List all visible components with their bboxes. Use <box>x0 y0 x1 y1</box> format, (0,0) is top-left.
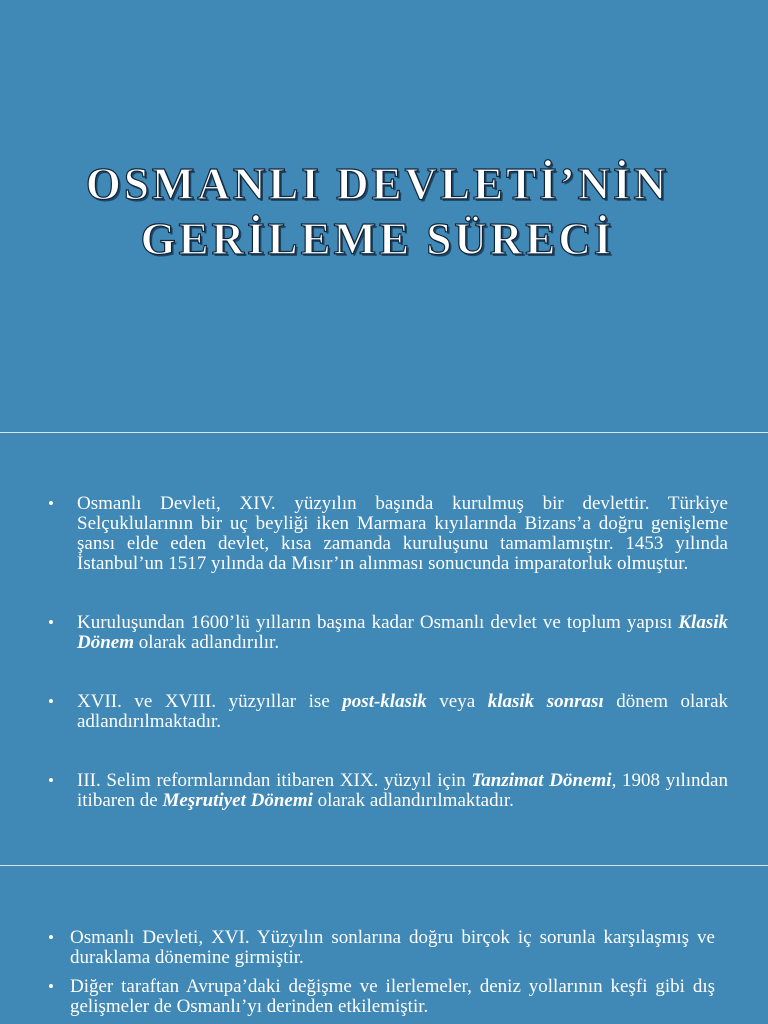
bullet-text-part: dönem olarak adlandırılmaktadır. <box>77 691 728 732</box>
content-slide-2 <box>0 866 768 1024</box>
emphasis-term: klasik sonrası <box>487 691 604 712</box>
bullet-item <box>48 977 715 1017</box>
bullet-text-part: III. Selim reformlarından itibaren XIX. yüzyıl için <box>77 770 472 791</box>
bullet-text-part: Osmanlı Devleti, XIV. yüzyılın başında kurulmuş bir devlettir. Türkiye Selçuklularının bir uç beyliği iken Marmara kıyılarında Bizans’a doğru genişleme şansı elde eden devlet, kısa zamanda kuruluşunu tamamlamıştır. 1453 yılında İstanbul’un 1517 yılında da Mısır’ın alınması sonucunda imparatorluk olmuştur. <box>77 493 728 574</box>
bullet-text-part: olarak adlandırılmaktadır. <box>312 790 514 811</box>
emphasis-term: Tanzimat Dönemi <box>471 770 612 791</box>
bullet-text-part: veya <box>426 691 488 712</box>
bullet-marker: • <box>48 977 54 996</box>
bullet-text <box>77 613 728 653</box>
title-line-2: GERİLEME SÜRECİ <box>140 214 615 264</box>
title-slide <box>0 0 768 432</box>
bullet-marker: • <box>48 613 54 632</box>
bullet-marker: • <box>48 771 54 790</box>
bullet-item <box>48 613 728 653</box>
title-line-1: OSMANLI DEVLETİ’NİN <box>85 159 670 209</box>
bullet-marker: • <box>48 692 54 711</box>
bullet-item <box>48 692 728 732</box>
bullet-text <box>77 771 728 811</box>
bullet-list <box>48 928 715 1017</box>
emphasis-term: post-klasik <box>342 691 427 712</box>
bullet-item <box>48 771 728 811</box>
bullet-item <box>48 928 715 968</box>
emphasis-term: Klasik Dönem <box>77 612 728 653</box>
bullet-text <box>77 692 728 732</box>
bullet-text: Osmanlı Devleti, XVI. Yüzyılın sonlarına doğru birçok iç sorunla karşılaşmış ve duraklama dönemine girmiştir. <box>70 927 715 968</box>
bullet-text-part: , 1908 yılından itibaren de <box>77 770 728 811</box>
content-slide <box>0 433 768 865</box>
bullet-marker: • <box>48 928 54 947</box>
bullet-item <box>48 494 728 574</box>
bullet-text <box>77 494 728 574</box>
bullet-text: Diğer taraftan Avrupa’daki değişme ve ilerlemeler, deniz yollarının keşfi gibi dış gelişmeler de Osmanlı’yı derinden etkilemiştir. <box>70 976 715 1017</box>
bullet-list <box>48 494 728 811</box>
bullet-text-part: olarak adlandırılır. <box>134 632 280 653</box>
bullet-text-part: XVII. ve XVIII. yüzyıllar ise <box>77 691 343 712</box>
bullet-text-part: Kuruluşundan 1600’lü yılların başına kadar Osmanlı devlet ve toplum yapısı <box>77 612 679 633</box>
slide-title <box>0 157 755 267</box>
emphasis-term: Meşrutiyet Dönemi <box>162 790 313 811</box>
bullet-marker: • <box>48 494 54 513</box>
